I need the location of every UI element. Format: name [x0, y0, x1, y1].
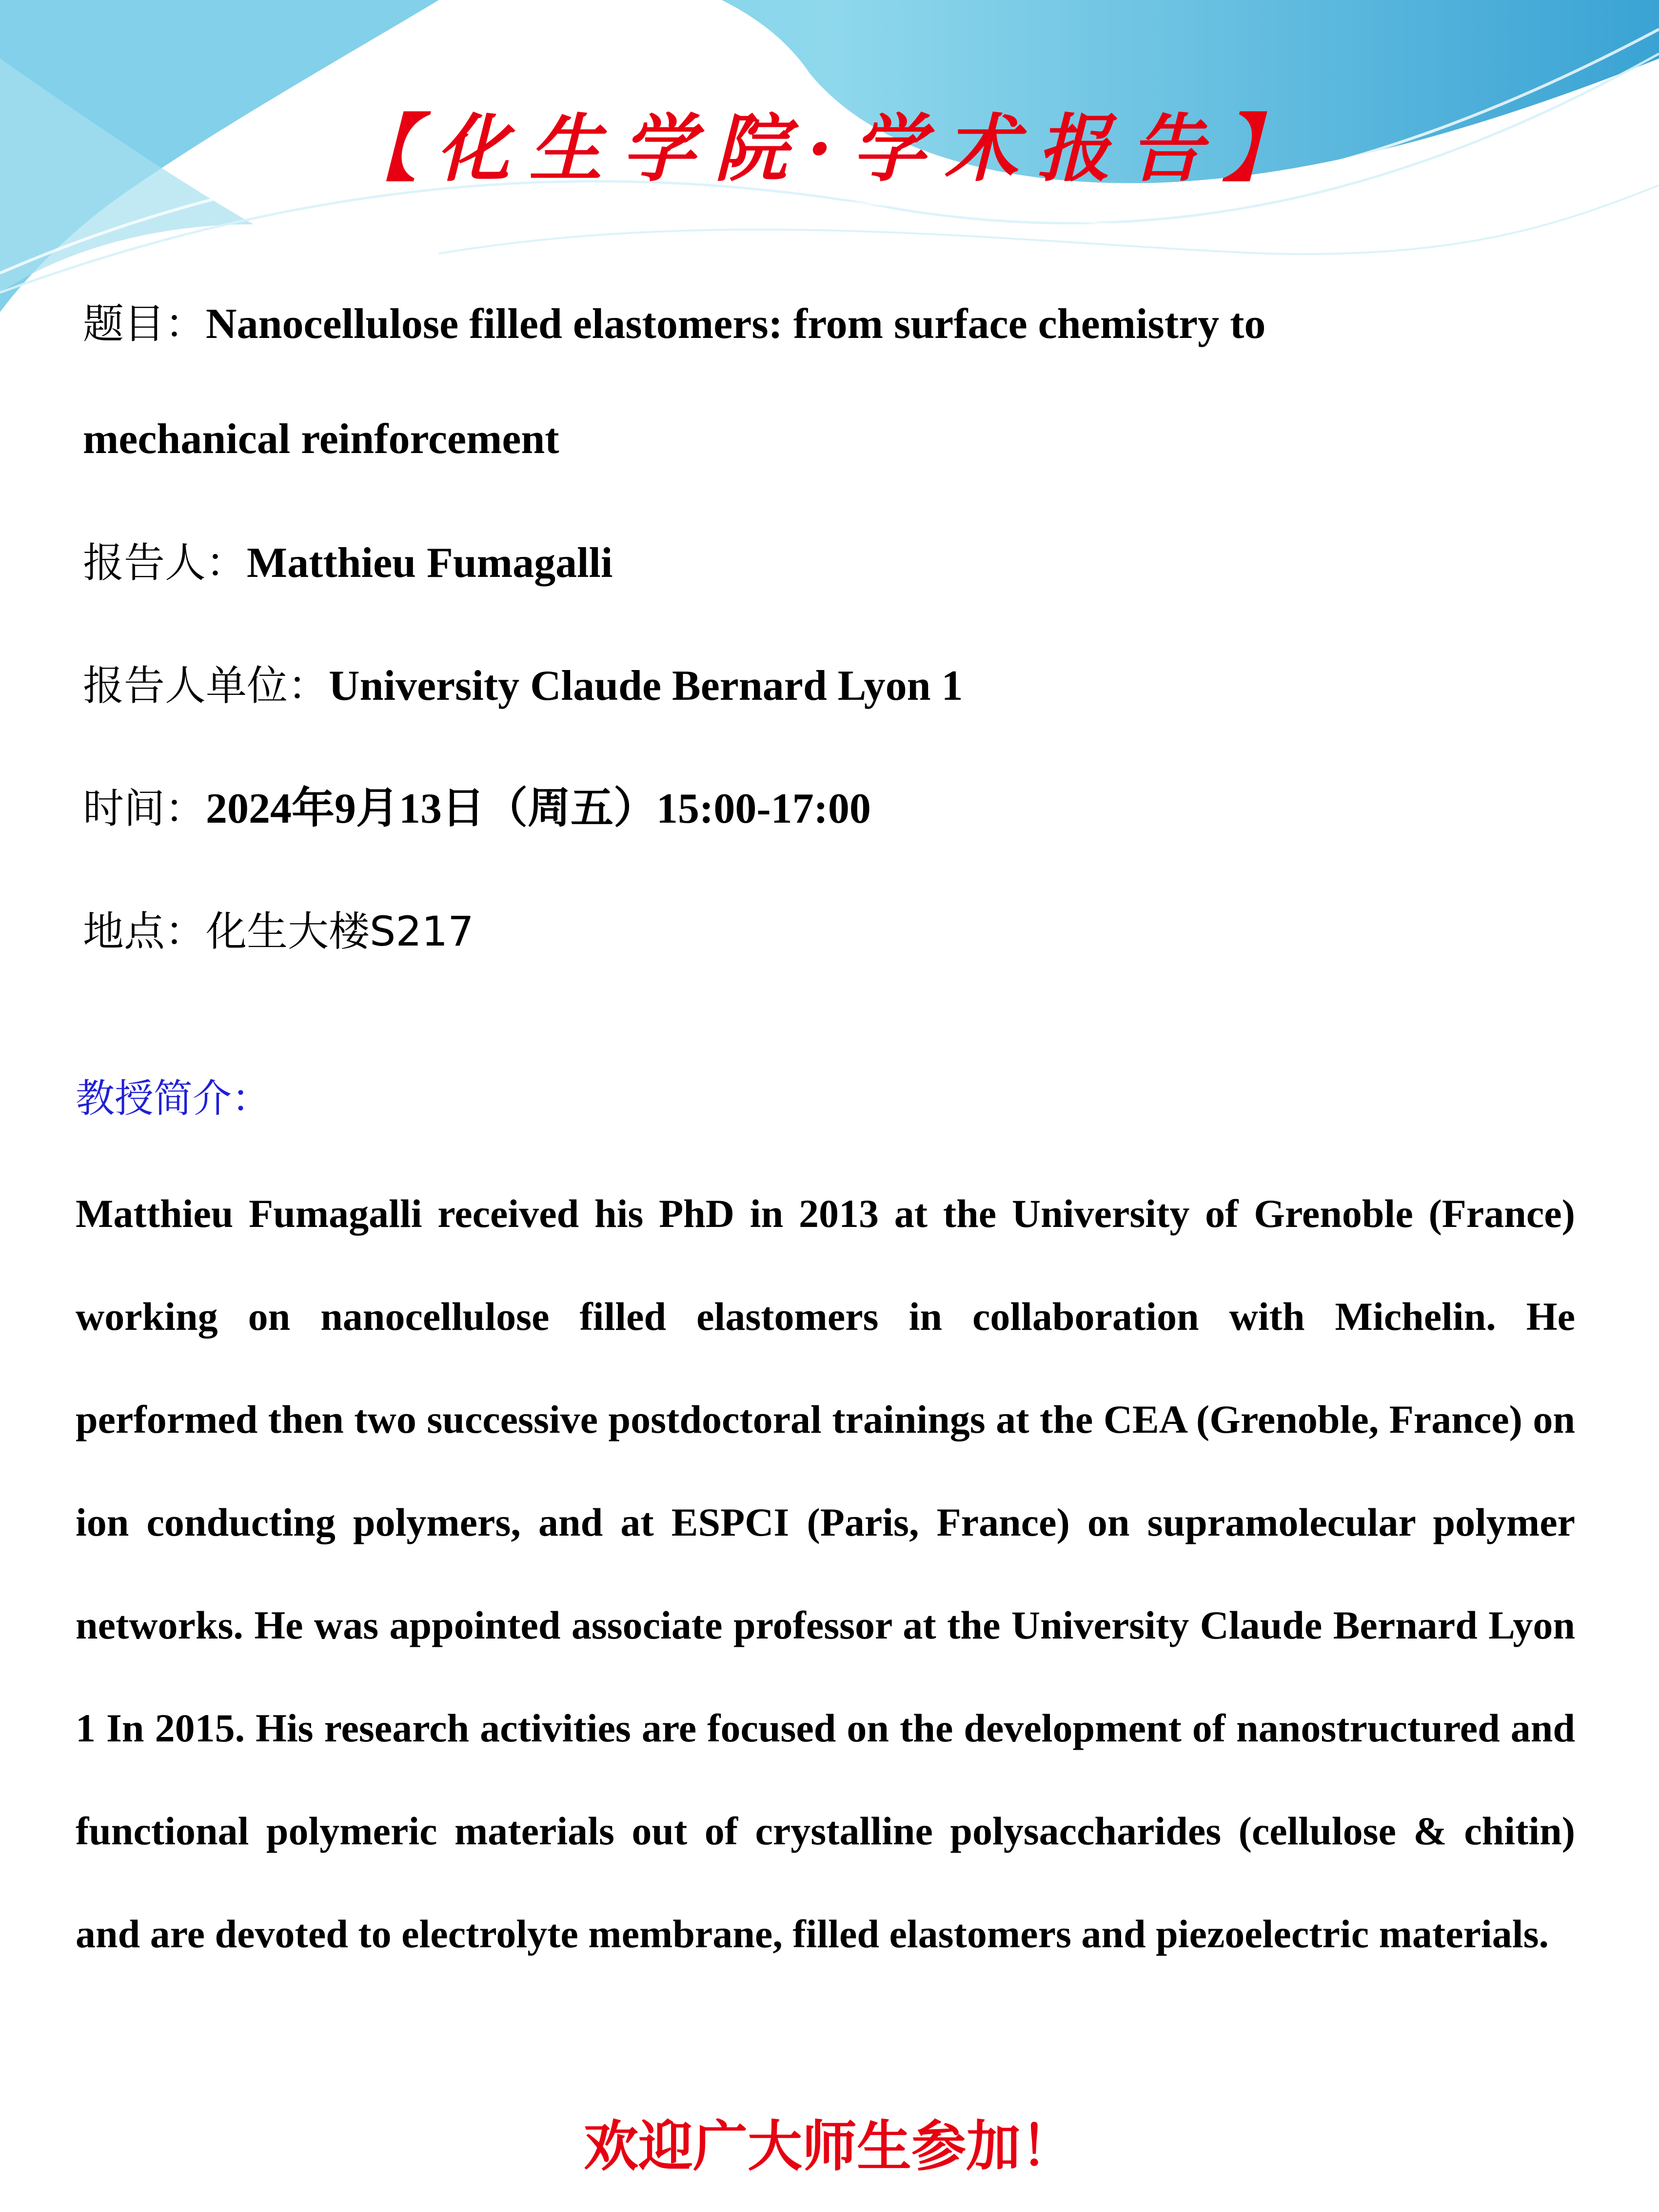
- talk-title-continuation: mechanical reinforcement: [83, 415, 559, 463]
- time-row: [83, 783, 871, 835]
- venue-row: [83, 906, 474, 958]
- talk-title-row: [83, 298, 1265, 350]
- speaker-name: Matthieu Fumagalli: [247, 539, 613, 587]
- welcome-message: 欢迎广大师生参加！: [584, 2115, 1075, 2178]
- banner-title: 【化生学院·学术报告】: [343, 106, 1316, 192]
- bio-heading: 教授简介：: [76, 1076, 271, 1121]
- time-value: 2024年9月13日（周五）15:00-17:00: [206, 785, 871, 832]
- venue-value: 化生大楼S217: [206, 908, 474, 955]
- bio-paragraph: Matthieu Fumagalli received his PhD in 2013 at the University of Grenoble (France) working on nanocellulose filled elastomers in collaboration with Michelin. He performed then two successive postdoctoral trainings at the CEA (Grenoble, France) on ion conducting polymers, and at ESPCI (Paris, France) on supramolecular polymer networks. He was appointed associate professor at the University Claude Bernard Lyon 1 In 2015. His research activities are focused on the development of nanostructured and functional polymeric materials out of crystalline polysaccharides (cellulose & chitin) and are devoted to electrolyte membrane, filled elastomers and piezoelectric materials.: [76, 1191, 1575, 1956]
- speaker-label: 报告人：: [83, 539, 247, 587]
- talk-title-label: 题目：: [83, 300, 206, 348]
- affiliation-name: University Claude Bernard Lyon 1: [329, 662, 963, 710]
- talk-title-text: Nanocellulose filled elastomers: from surface chemistry to: [206, 300, 1266, 348]
- speaker-row: [83, 537, 612, 589]
- affiliation-row: [83, 660, 963, 712]
- venue-label: 地点：: [83, 908, 206, 955]
- affiliation-label: 报告人单位：: [83, 662, 329, 710]
- time-label: 时间：: [83, 785, 206, 832]
